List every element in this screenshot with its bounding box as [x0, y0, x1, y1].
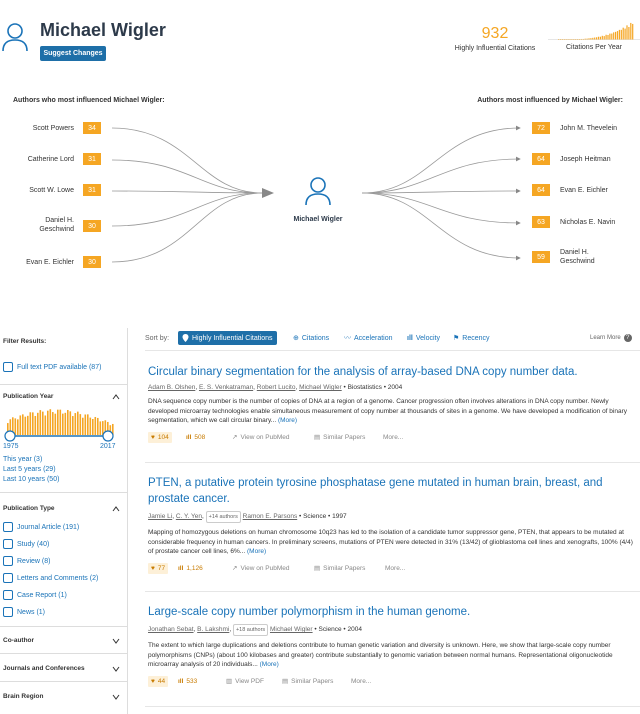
- filter-sidebar: [0, 328, 128, 714]
- citations-per-year-sparkline: [548, 20, 640, 40]
- sparkline-bar: [623, 28, 624, 40]
- more-actions-link[interactable]: More...: [385, 564, 406, 572]
- sparkline-bar: [606, 35, 607, 40]
- sparkline-bar: [575, 39, 576, 40]
- citation-count[interactable]: [178, 563, 203, 574]
- full-text-filter[interactable]: [3, 362, 101, 372]
- abstract-text: Mapping of homozygous deletions on human chromosome 10q23 has led to the isolation of a candidate tumor suppressor gene, PTEN, that appears to be mutated at considerable frequency in human cancers. In preliminary screens, mutations of PTEN were detected in 31% (13/42) of glioblastoma cell lines and xenografts, 100% (4/4) of prostate cancer cell lines, 6%...: [148, 529, 633, 555]
- influenced-count: 64: [532, 153, 550, 165]
- paper-venue: • Science • 1997: [299, 513, 347, 520]
- view-pubmed-label: View on PubMed: [240, 433, 290, 441]
- sparkline-bar: [617, 31, 618, 39]
- sort-bar: [145, 331, 640, 345]
- pub-type-filter[interactable]: [3, 539, 49, 549]
- influencer-curves: [112, 128, 274, 262]
- citations-icon: ⊕: [293, 335, 299, 342]
- influential-count: 77: [157, 564, 166, 572]
- sparkline-bar: [562, 39, 563, 40]
- author-link[interactable]: E. S. Venkatraman: [198, 384, 254, 391]
- influential-badge[interactable]: [148, 432, 172, 443]
- publication-year-title: Publication Year: [3, 393, 54, 400]
- sparkline-bar: [560, 39, 561, 40]
- author-link[interactable]: Jonathan Sebat: [148, 626, 194, 633]
- pub-type-checkbox[interactable]: [3, 556, 13, 566]
- influencer-count: 31: [83, 184, 101, 196]
- pin-icon: [182, 334, 189, 342]
- journals-title: Journals and Conferences: [3, 665, 85, 672]
- sort-divider: [145, 350, 640, 351]
- influencer-count: 34: [83, 122, 101, 134]
- sparkline-bar: [558, 39, 559, 40]
- sort-acceleration-button[interactable]: [344, 331, 393, 345]
- pub-type-label: Study (40): [17, 540, 50, 548]
- influential-count: 104: [157, 433, 169, 441]
- author-link[interactable]: C. Y. Yen: [175, 513, 202, 520]
- pub-type-checkbox[interactable]: [3, 573, 13, 583]
- paper-item: [148, 604, 636, 688]
- sparkline-bar: [571, 39, 572, 40]
- paper-title-link[interactable]: Circular binary segmentation for the analysis of array-based DNA copy number data.: [148, 366, 578, 378]
- document-icon: ▤: [314, 434, 321, 441]
- paper-actions: [148, 676, 636, 688]
- pin-icon: ♥: [151, 433, 155, 441]
- author-avatar-icon: [2, 22, 28, 52]
- similar-label: Similar Papers: [323, 564, 366, 572]
- paper-title-link[interactable]: Large-scale copy number polymorphism in the human genome.: [148, 606, 471, 618]
- sparkline-bar: [621, 30, 622, 40]
- influencer-name[interactable]: Scott Powers: [32, 125, 74, 132]
- influential-citations-count: 932: [481, 25, 509, 42]
- sparkline-bar: [564, 39, 565, 40]
- more-actions-link[interactable]: More...: [383, 433, 404, 441]
- pin-icon: ♥: [151, 564, 155, 572]
- sparkline-bar: [569, 39, 570, 40]
- paper-divider: [145, 706, 640, 707]
- pin-icon: ♥: [151, 677, 155, 685]
- bars-icon: ıll: [178, 677, 184, 685]
- citation-number: 533: [186, 677, 198, 685]
- brain-region-section[interactable]: [0, 681, 128, 714]
- paper-venue: • Biostatistics • 2004: [343, 384, 403, 391]
- similar-papers-link[interactable]: [314, 432, 365, 443]
- external-link-icon: ↗: [232, 434, 238, 441]
- chevron-down-icon[interactable]: [112, 693, 120, 701]
- more-authors-button[interactable]: +14 authors: [206, 511, 241, 523]
- influencer-name[interactable]: Evan E. Eichler: [26, 259, 74, 266]
- sparkline-bar: [585, 39, 586, 40]
- learn-more-link[interactable]: [590, 331, 632, 345]
- filter-results-title: Filter Results:: [3, 338, 47, 345]
- influencers-title: Authors who most influenced Michael Wigler:: [13, 97, 165, 104]
- sparkline-bar: [626, 25, 627, 39]
- document-icon: ▤: [282, 678, 289, 685]
- sparkline-bar: [625, 29, 626, 40]
- abstract-more-link[interactable]: (More): [247, 548, 267, 555]
- chevron-down-icon[interactable]: [112, 637, 120, 645]
- abstract-text: The extent to which large duplications and deletions contribute to human genetic variation and diversity is unknown. Here, we show that large-scale copy number polymorphisms (CNPs) (about 100 kilobases and greater) contribute substantially to genomic variation between normal humans. Representational oligonucleotide microarray analysis of 20 individuals...: [148, 642, 613, 668]
- sparkline-bar: [573, 39, 574, 40]
- pdf-icon: ▥: [226, 678, 233, 685]
- sparkline-bar: [630, 23, 631, 40]
- influenced-title: Authors most influenced by Michael Wigler:: [477, 97, 623, 104]
- publication-type-title: Publication Type: [3, 505, 55, 512]
- year-range-slider[interactable]: [2, 429, 122, 443]
- influencer-name[interactable]: Scott W. Lowe: [29, 187, 74, 194]
- sort-influential-button[interactable]: [178, 331, 277, 345]
- last-5-years-link[interactable]: Last 5 years (29): [3, 466, 56, 473]
- influenced-name[interactable]: Daniel H. Geschwind: [560, 249, 595, 265]
- author-link[interactable]: Ramon E. Parsons: [242, 513, 298, 520]
- paper-venue: • Science • 2004: [314, 626, 362, 633]
- influencer-count: 31: [83, 153, 101, 165]
- pub-type-checkbox[interactable]: [3, 539, 13, 549]
- pub-type-filter[interactable]: [3, 590, 67, 600]
- pub-type-filter[interactable]: [3, 556, 50, 566]
- pub-type-filter[interactable]: [3, 573, 98, 583]
- abstract-more-link[interactable]: (More): [259, 661, 279, 668]
- influencer-name[interactable]: Daniel H. Geschwind: [39, 217, 74, 233]
- sparkline-bar: [632, 24, 633, 40]
- sparkline-bar: [628, 27, 629, 40]
- similar-label: Similar Papers: [291, 677, 334, 685]
- journals-section[interactable]: [0, 653, 128, 681]
- bars-icon: ıll: [186, 433, 192, 441]
- sparkline-bar: [604, 36, 605, 39]
- this-year-link[interactable]: This year (3): [3, 456, 43, 463]
- sparkline-bar: [588, 38, 589, 39]
- sort-influential-label: Highly Influential Citations: [192, 334, 273, 342]
- flag-icon: ⚑: [453, 335, 460, 342]
- author-link[interactable]: Michael Wigler: [299, 384, 342, 391]
- external-link-icon: ↗: [232, 565, 238, 572]
- pub-type-checkbox[interactable]: [3, 522, 13, 532]
- chevron-up-icon[interactable]: [112, 393, 120, 401]
- more-actions-link[interactable]: More...: [351, 677, 372, 685]
- sort-recency-label: Recency: [462, 334, 490, 342]
- paper-meta: Jonathan Sebat, B. Lakshmi, +18 authors Michael Wigler • Science • 2004: [148, 624, 636, 636]
- influenced-count: 63: [532, 216, 550, 228]
- sparkline-bar: [602, 36, 603, 40]
- more-authors-button[interactable]: +18 authors: [233, 624, 268, 636]
- sparkline-bar: [611, 34, 612, 40]
- paper-meta: Jamie Li, C. Y. Yen, +14 authors Ramon E. Parsons • Science • 1997: [148, 511, 636, 523]
- influenced-name[interactable]: John M. Thevelein: [560, 125, 618, 132]
- sort-label: Sort by:: [145, 334, 170, 342]
- sparkline-bar: [594, 38, 595, 40]
- abstract-text: DNA sequence copy number is the number of copies of DNA at a region of a genome. Cancer progression often involves alterations in DNA copy number. Newly developed microarray technologies enable simultaneous measurement of copy number at thousands of sites in a genome. We have developed a modification of binary segmentation, which we call circular binary...: [148, 398, 627, 424]
- author-link[interactable]: Michael Wigler: [269, 626, 313, 633]
- paper-divider: [145, 591, 640, 592]
- author-link[interactable]: B. Lakshmi: [197, 626, 230, 633]
- year-start-label: 1975: [3, 443, 19, 450]
- sparkline-bar: [615, 32, 616, 40]
- influential-badge[interactable]: [148, 563, 168, 574]
- sparkline-bar: [600, 37, 601, 40]
- paper-abstract: [148, 528, 636, 557]
- sparkline-bar: [609, 34, 610, 40]
- sort-citations-label: Citations: [301, 334, 330, 342]
- brain-region-title: Brain Region: [3, 693, 44, 700]
- author-link[interactable]: Robert Lucito: [256, 384, 296, 391]
- similar-label: Similar Papers: [323, 433, 366, 441]
- sparkline-bar: [598, 37, 599, 40]
- center-author-icon: [305, 176, 331, 206]
- last-10-years-link[interactable]: Last 10 years (50): [3, 476, 60, 483]
- author-name: Michael Wigler: [40, 20, 166, 40]
- sparkline-bar: [587, 39, 588, 40]
- sparkline-bar: [579, 39, 580, 40]
- influential-count: 44: [157, 677, 166, 685]
- view-pdf-link[interactable]: [226, 676, 264, 687]
- citation-number: 1,126: [186, 564, 203, 572]
- learn-more-label: Learn More: [590, 335, 621, 341]
- paper-divider: [145, 462, 640, 463]
- influenced-count: 64: [532, 184, 550, 196]
- full-text-label: Full text PDF available (87): [17, 363, 102, 371]
- sparkline-bar: [581, 39, 582, 40]
- document-icon: ▤: [314, 565, 321, 572]
- influenced-name[interactable]: Joseph Heitman: [560, 156, 611, 163]
- bars-icon: ıll: [407, 334, 413, 342]
- sort-velocity-label: Velocity: [415, 334, 440, 342]
- influence-arrow-icon: [262, 188, 274, 198]
- paper-actions: [148, 432, 636, 444]
- pub-type-filter[interactable]: [3, 522, 79, 532]
- pub-type-label: Case Report (1): [17, 591, 67, 599]
- pub-type-checkbox[interactable]: [3, 590, 13, 600]
- citations-per-year-label: Citations Per Year: [565, 44, 623, 51]
- citation-count[interactable]: [186, 432, 205, 443]
- abstract-more-link[interactable]: (More): [277, 417, 298, 424]
- paper-title-link[interactable]: PTEN, a putative protein tyrosine phosphatase gene mutated in human brain, breast, and prostate cancer.: [148, 477, 603, 505]
- chevron-up-icon[interactable]: [112, 505, 120, 513]
- sort-acceleration-label: Acceleration: [354, 334, 393, 342]
- sort-recency-button[interactable]: [453, 331, 490, 345]
- sparkline-bar: [583, 39, 584, 40]
- center-author-name: Michael Wigler: [293, 216, 343, 223]
- sparkline-bar: [592, 38, 593, 40]
- citation-number: 508: [194, 433, 206, 441]
- influenced-count: 72: [532, 122, 550, 134]
- paper-abstract: [148, 397, 636, 426]
- influenced-name[interactable]: Nicholas E. Navin: [560, 219, 616, 226]
- pub-type-filter[interactable]: [3, 607, 45, 617]
- suggest-changes-button[interactable]: Suggest Changes: [40, 46, 106, 61]
- co-author-section[interactable]: [0, 626, 128, 653]
- view-pubmed-link[interactable]: [232, 432, 289, 443]
- sparkline-bar: [590, 38, 591, 39]
- bars-icon: ıll: [178, 564, 184, 572]
- sparkline-bar: [577, 39, 578, 40]
- pub-type-checkbox[interactable]: [3, 607, 13, 617]
- help-icon: ?: [624, 334, 632, 342]
- paper-abstract: [148, 641, 636, 670]
- sort-velocity-button[interactable]: [407, 331, 440, 345]
- sparkline-bar: [613, 32, 614, 39]
- slider-handle-end: [103, 431, 113, 441]
- sparkline-bar: [566, 39, 567, 40]
- year-end-label: 2017: [100, 443, 116, 450]
- paper-meta: Adam B. Olshen, E. S. Venkatraman, Robert Lucito, Michael Wigler • Biostatistics • 2004: [148, 384, 403, 391]
- influential-badge[interactable]: [148, 676, 168, 687]
- pub-type-label: Journal Article (191): [17, 523, 80, 531]
- view-pubmed-label: View on PubMed: [240, 564, 290, 572]
- chevron-down-icon[interactable]: [112, 665, 120, 673]
- pub-type-label: Letters and Comments (2): [17, 574, 99, 582]
- pub-type-label: News (1): [17, 608, 46, 616]
- paper-item: [148, 475, 636, 575]
- paper-item: [148, 364, 636, 444]
- influencer-count: 30: [83, 220, 101, 232]
- co-author-title: Co-author: [3, 637, 35, 644]
- slider-handle-start: [5, 431, 15, 441]
- citation-count[interactable]: [178, 676, 197, 687]
- sort-citations-button[interactable]: [293, 331, 329, 345]
- sparkline-bar: [619, 30, 620, 40]
- view-pubmed-link[interactable]: [232, 563, 289, 574]
- influential-citations-label: Highly Influential Citations: [454, 45, 536, 52]
- influencer-count: 30: [83, 256, 101, 268]
- influenced-count: 59: [532, 251, 550, 263]
- paper-actions: [148, 563, 636, 575]
- full-text-checkbox[interactable]: [3, 362, 13, 372]
- trend-icon: 〰: [344, 335, 351, 342]
- influenced-curves: [362, 128, 520, 258]
- influenced-name[interactable]: Evan E. Eichler: [560, 187, 608, 194]
- sparkline-bar: [568, 39, 569, 40]
- view-pdf-label: View PDF: [235, 677, 264, 685]
- similar-papers-link[interactable]: [314, 563, 365, 574]
- similar-papers-link[interactable]: [282, 676, 333, 687]
- sparkline-bar: [596, 37, 597, 39]
- author-link[interactable]: Adam B. Olshen: [148, 384, 196, 391]
- sparkline-bar: [607, 35, 608, 39]
- influencer-name[interactable]: Catherine Lord: [27, 156, 74, 163]
- author-link[interactable]: Jamie Li: [148, 513, 173, 520]
- pub-type-label: Review (8): [17, 557, 51, 565]
